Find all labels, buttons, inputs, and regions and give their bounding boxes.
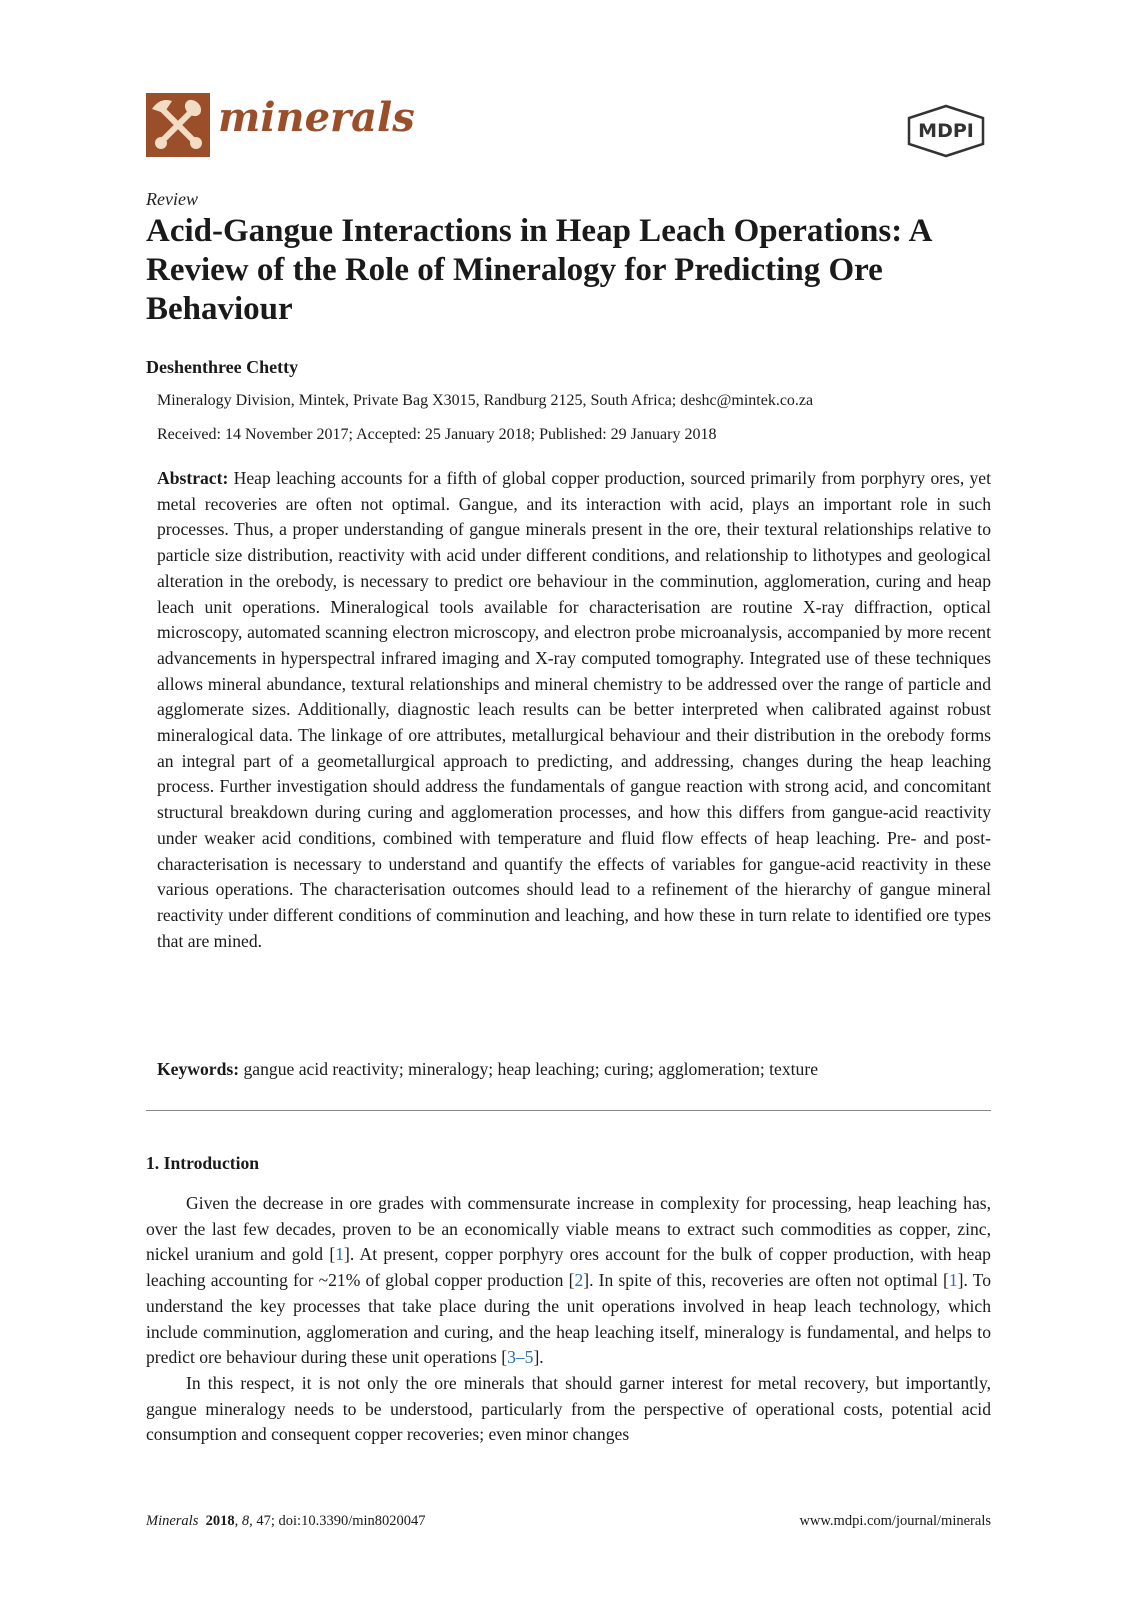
footer-volume: 8	[241, 1513, 250, 1529]
author-affiliation: Mineralogy Division, Mintek, Private Bag X3015, Randburg 2125, South Africa; deshc@mintek.co.za	[157, 392, 814, 409]
journal-name: minerals	[218, 94, 415, 141]
citation-link[interactable]: 1	[948, 1270, 958, 1291]
abstract-text: Heap leaching accounts for a fifth of global copper production, sourced primarily from porphyry ores, yet metal recoveries are often not optimal. Gangue, and its interaction with acid, plays an important role in such processes. Thus, a proper understanding of gangue minerals present in the ore, their textural relationships relative to particle size distribution, reactivity with acid under different conditions, and relationship to lithotypes and geological alteration in the orebody, is necessary to predict ore behaviour in the comminution, agglomeration, curing and heap leach unit operations. Mineralogical tools available for characterisation are routine X-ray diffraction, optical microscopy, automated scanning electron microscopy, and electron probe microanalysis, accompanied by more recent advancements in hyperspectral infrared imaging and X-ray computed tomography. Integrated use of these techniques allows mineral abundance, textural relationships and mineral chemistry to be addressed over the range of particle and agglomerate sizes. Additionally, diagnostic leach results can be better interpreted when calibrated against robust mineralogical data. The linkage of ore attributes, metallurgical behaviour and their distribution in the orebody forms an integral part of a geometallurgical approach to predicting, and addressing, changes during the heap leaching process. Further investigation should address the fundamentals of gangue reaction with strong acid, and concomitant structural breakdown during curing and agglomeration processes, and how this differs from gangue-acid reactivity under weaker acid conditions, combined with temperature and fluid flow effects of heap leaching. Pre- and post- characterisation is necessary to understand and quantify the effects of variables for gangue-acid reactivity in these various operations. The characterisation outcomes should lead to a refinement of the hierarchy of gangue mineral reactivity under different conditions of comminution and leaching, and how these in turn relate to identified ore types that are mined.	[157, 468, 991, 951]
section-divider	[146, 1110, 991, 1111]
footer-year: 2018	[205, 1513, 235, 1529]
minerals-logo-icon	[146, 93, 210, 157]
paragraph-text: ]. To understand the key processes that take place during the unit operations involved in heap leach technology, which include comminution, agglomeration and curing, and the heap leaching itself, mineralogy is fundamental, and helps to predict ore behaviour during these unit operations [	[146, 1270, 991, 1368]
keywords-label: Keywords:	[157, 1059, 240, 1079]
abstract	[157, 466, 991, 954]
article-title: Acid-Gangue Interactions in Heap Leach Operations: A Review of the Role of Mineralogy for Predicting Ore Behaviour	[146, 213, 931, 327]
article-type: Review	[146, 189, 198, 209]
footer-doi: , 47; doi:10.3390/min8020047	[249, 1513, 426, 1529]
introduction-body	[146, 1191, 991, 1448]
footer-journal-url[interactable]: www.mdpi.com/journal/minerals	[799, 1513, 991, 1529]
paragraph-text: ]. In spite of this, recoveries are often not optimal [	[583, 1270, 949, 1291]
author-name: Deshenthree Chetty	[146, 357, 299, 377]
mdpi-logo-text: MDPI	[918, 120, 974, 142]
keywords	[157, 1057, 991, 1082]
body-paragraph: In this respect, it is not only the ore minerals that should garner interest for metal recovery, but importantly, gangue mineralogy needs to be understood, particularly from the perspective of operational costs, potential acid consumption and consequent copper recoveries; even minor changes	[146, 1372, 991, 1445]
body-paragraph	[146, 1191, 991, 1371]
publication-dates: Received: 14 November 2017; Accepted: 25 January 2018; Published: 29 January 2018	[157, 426, 717, 443]
paragraph-text: ].	[533, 1347, 544, 1368]
citation-link[interactable]: 3–5	[507, 1347, 534, 1368]
section-heading-introduction: 1. Introduction	[146, 1153, 260, 1173]
footer-journal: Minerals	[146, 1513, 199, 1529]
citation-link[interactable]: 1	[335, 1244, 344, 1265]
abstract-label: Abstract:	[157, 468, 229, 488]
paragraph-text: ]. At present, copper porphyry ores account for the bulk of copper production, with heap leaching accounting for ~21% of global copper production [	[146, 1244, 991, 1291]
citation-link[interactable]: 2	[574, 1270, 584, 1291]
footer-citation: Minerals 2018, 8, 47; doi:10.3390/min8020047	[146, 1513, 426, 1529]
keywords-text: gangue acid reactivity; mineralogy; heap leaching; curing; agglomeration; texture	[243, 1059, 819, 1079]
mdpi-logo-icon	[905, 104, 987, 158]
paragraph-text: Given the decrease in ore grades with commensurate increase in complexity for processing, heap leaching has, over the last few decades, proven to be an economically viable means to extract such commodities as copper, zinc, nickel uranium and gold [	[146, 1193, 991, 1265]
